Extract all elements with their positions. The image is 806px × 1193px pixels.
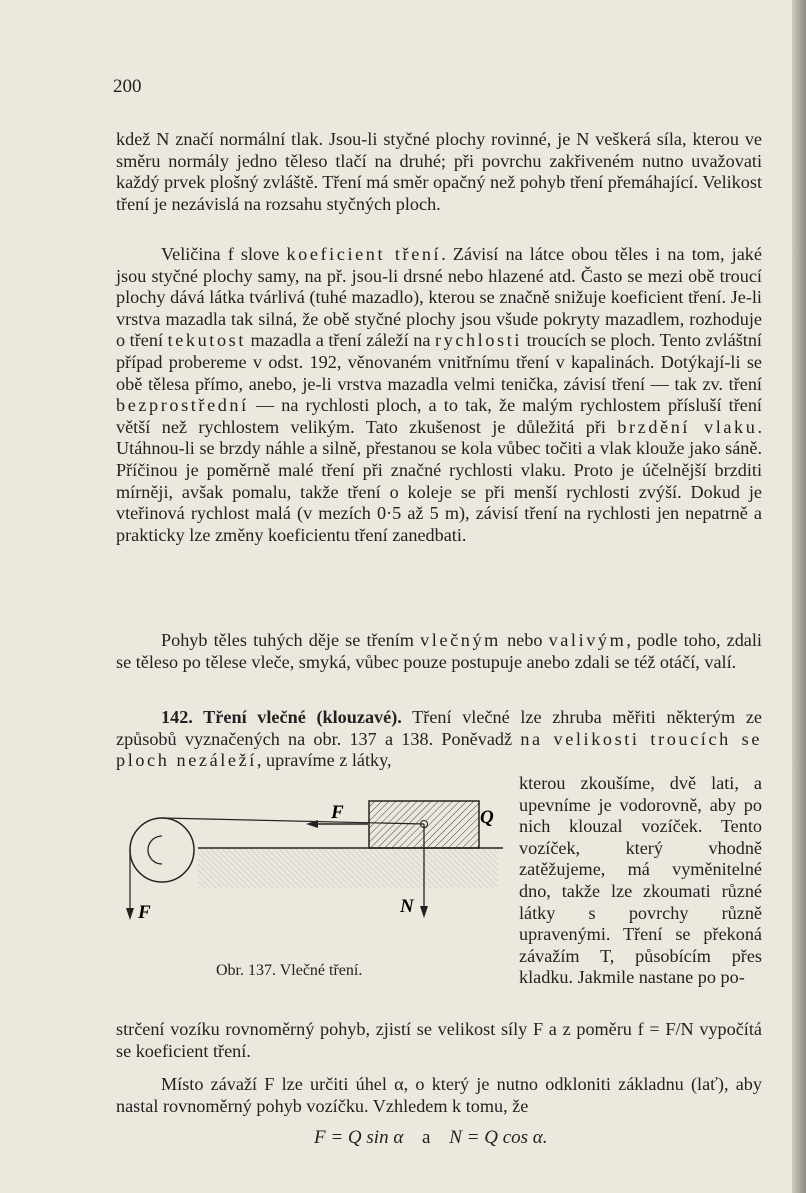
term-tekutost: tekutost	[167, 330, 246, 351]
paragraph-1-text: kdež N značí normální tlak. Jsou-li styčné plochy rovinné, je N veškerá síla, kterou ve směru normály jedno těleso tlačí na druhé; při povrchu zakřiveném nutno uvažovati každý prvek plošný zvláště. Tření má směr opačný než pohyb tření přemáhající. Velikost tření je nezávislá na rozsahu styčných ploch.	[116, 129, 762, 214]
p3-a: Pohyb těles tuhých děje se třením	[161, 630, 421, 650]
track-shading	[198, 848, 498, 888]
section-a: Tření vlečné lze zhruba měřiti některým ze způsobů vyznačených na obr. 137 a 138. Poněvadž	[116, 707, 762, 749]
section-heading: 142. Tření vlečné (klouzavé).	[161, 707, 402, 727]
paragraph-1	[116, 129, 762, 215]
p2-f: . Utáhnou-li se brzdy náhle a silně, přestanou se kola vůbec točiti a vlak klouže jako sáně. Příčinou je poměrně malé tření při značné rychlosti vlaku. Proto je účelnější brzditi mírněji, avšak pomalu, takže tření o koleje se při menší rychlosti zvýší. Dokud je vteřinová rychlost malá (v mezích 0·5 až 5 m), závisí tření na rychlosti jen nepatrně a prakticky lze změny koeficientu tření zanedbati.	[116, 416, 762, 545]
paragraph-2	[116, 244, 762, 546]
label-f-top: F	[331, 802, 344, 823]
page-number: 200	[113, 76, 142, 97]
label-n: N	[400, 896, 414, 917]
term-brzdeni-vlaku: brzdění vlaku	[617, 416, 758, 437]
arrow-down-left	[126, 908, 134, 920]
paragraph-last-text: Místo závaží F lze určiti úhel α, o který je nutno odkloniti základnu (lať), aby nastal rovnoměrný pohyb vozíčku. Vzhledem k tomu, že	[116, 1074, 762, 1116]
p2-b: . Závisí na látce obou těles i na tom, jaké jsou styčné plochy samy, na př. jsou-li drsné nebo hlazené atd. Často se mezi obě troucí plochy dává látka tvárlivá (tuhé mazadlo), kterou se značně snižuje koeficient tření. Je-li vrstva mazadla tak silná, že obě styčné plochy jsou všude pokryty mazadlem, rozhoduje o tření	[116, 244, 762, 351]
label-q: Q	[480, 807, 494, 828]
page-edge	[792, 0, 806, 1193]
term-vlecnym: vlečným	[420, 630, 501, 650]
side-column	[519, 773, 762, 989]
pulley-hub	[148, 836, 162, 864]
section-142	[116, 707, 762, 772]
figure-caption: Obr. 137. Vlečné tření.	[216, 962, 363, 979]
side-text: kterou zkoušíme, dvě lati, a upevníme je vodorovně, aby po nich klouzal vozíček. Tento vozíček, který vhodně zatěžujeme, má vyměnitelné dno, takže lze zkoumati různé látky s povrchy různě upravenými. Tření se překoná závažím T, působícím přes kladku. Jakmile nastane po po-	[519, 773, 762, 988]
p3-b: nebo	[500, 630, 549, 650]
term-rychlosti: rychlosti	[434, 330, 523, 351]
equation	[314, 1127, 548, 1149]
equation-n: N = Q cos α.	[449, 1127, 548, 1148]
p2-a: Veličina f slove	[161, 244, 287, 264]
term-koeficient-treni: koeficient tření	[286, 244, 442, 264]
pulley	[130, 818, 194, 882]
equation-f: F = Q sin α	[314, 1127, 404, 1148]
after-figure-text: strčení vozíku rovnoměrný pohyb, zjistí se velikost síly F a z poměru f = F/N vypočítá se koeficient tření.	[116, 1019, 762, 1061]
equation-and: a	[422, 1127, 431, 1148]
p2-d: troucích se ploch. Tento zvláštní případ probereme v odst. 192, věnovaném vnitřnímu tření v kapalinách. Dotýkají-li se obě tělesa přímo, anebo, je-li vrstva mazadla velmi tenička, závisí tření — tak zv. tření	[116, 330, 762, 394]
after-figure	[116, 1019, 762, 1062]
p2-c: mazadla a tření záleží na	[245, 330, 435, 351]
term-valivym: valivým	[548, 630, 627, 650]
section-b: , upravíme z látky,	[256, 750, 392, 771]
paragraph-last	[116, 1074, 762, 1117]
p3-c: , podle toho, zdali se těleso po tělese vleče, smyká, vůbec pouze postupuje anebo zdali se též otáčí, valí.	[116, 630, 762, 672]
normal-arrow-head	[420, 906, 428, 918]
p2-e: — na rychlosti ploch, a to tak, že malým rychlostem přísluší tření větší než rychlostem velikým. Tato zkušenost je důležitá při	[116, 395, 762, 437]
paragraph-3	[116, 630, 762, 673]
term-nezalezi: na velikosti troucích se ploch nezáleží	[116, 728, 763, 771]
term-bezprostredni: bezprostřední	[116, 395, 249, 416]
label-f-left: F	[138, 902, 151, 923]
